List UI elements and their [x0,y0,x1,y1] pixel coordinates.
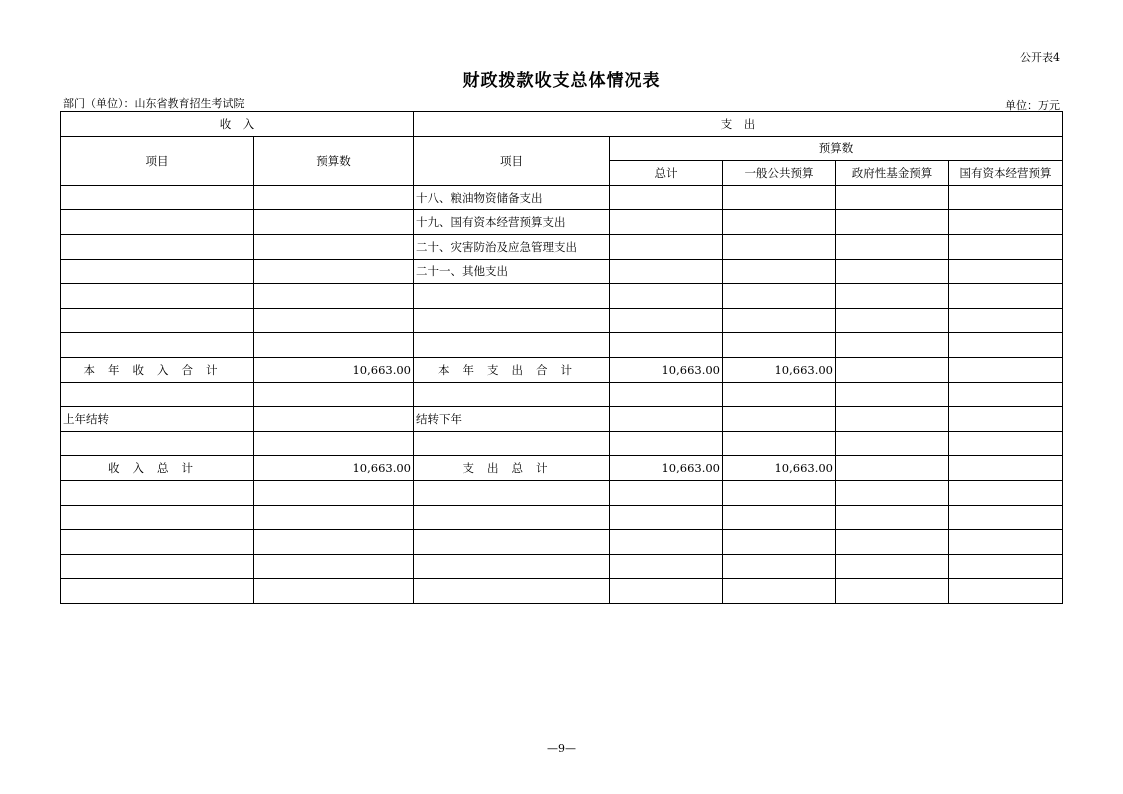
gov-fund-cell [836,284,949,309]
income-item-cell [61,382,254,407]
general-budget-cell [723,284,836,309]
expense-item-cell: 结转下年 [414,407,610,432]
general-budget-cell [723,530,836,555]
state-capital-cell [949,431,1063,456]
total-cell [610,579,723,604]
expense-item-header: 项目 [414,136,610,185]
general-budget-cell: 10,663.00 [723,357,836,382]
expense-item-cell: 支出总计 [414,456,610,481]
income-item-cell [61,185,254,210]
state-capital-cell [949,530,1063,555]
state-capital-cell [949,357,1063,382]
state-capital-cell [949,554,1063,579]
expense-item-cell: 本年支出合计 [414,357,610,382]
table-row [61,333,1063,358]
general-budget-cell: 10,663.00 [723,456,836,481]
income-item-cell [61,579,254,604]
expense-item-cell [414,505,610,530]
total-cell: 10,663.00 [610,357,723,382]
table-row [61,431,1063,456]
state-capital-cell [949,407,1063,432]
income-item-cell [61,554,254,579]
general-budget-cell [723,431,836,456]
expense-item-cell: 十八、粮油物资储备支出 [414,185,610,210]
subheader-gov-fund-budget: 政府性基金预算 [836,161,949,186]
income-budget-cell: 10,663.00 [254,357,414,382]
gov-fund-cell [836,407,949,432]
gov-fund-cell [836,554,949,579]
general-budget-cell [723,382,836,407]
table-row [61,480,1063,505]
state-capital-cell [949,382,1063,407]
table-row [61,554,1063,579]
income-item-cell: 本年收入合计 [61,357,254,382]
table-row [61,210,1063,235]
table-row [61,382,1063,407]
table-row [61,579,1063,604]
income-item-cell [61,333,254,358]
expense-item-cell: 二十、灾害防治及应急管理支出 [414,234,610,259]
gov-fund-cell [836,234,949,259]
total-cell [610,284,723,309]
table-row [61,185,1063,210]
gov-fund-cell [836,505,949,530]
state-capital-cell [949,210,1063,235]
expense-header: 支 出 [414,112,1063,137]
income-budget-cell [254,259,414,284]
expense-item-cell [414,308,610,333]
income-budget-cell: 10,663.00 [254,456,414,481]
income-budget-cell [254,505,414,530]
table-row [61,357,1063,382]
total-cell [610,431,723,456]
gov-fund-cell [836,530,949,555]
gov-fund-cell [836,382,949,407]
general-budget-cell [723,554,836,579]
income-item-cell: 收入总计 [61,456,254,481]
income-budget-cell [254,480,414,505]
table-number-label: 公开表4 [1020,51,1060,64]
income-budget-cell [254,284,414,309]
gov-fund-cell [836,210,949,235]
department-label: 部门（单位）：山东省教育招生考试院 [63,97,245,110]
state-capital-cell [949,284,1063,309]
income-budget-cell [254,530,414,555]
expense-item-cell [414,333,610,358]
expense-item-cell [414,480,610,505]
income-budget-cell [254,382,414,407]
general-budget-cell [723,308,836,333]
state-capital-cell [949,579,1063,604]
income-budget-cell [254,185,414,210]
table-row [61,234,1063,259]
income-item-cell [61,480,254,505]
income-item-header: 项目 [61,136,254,185]
state-capital-cell [949,308,1063,333]
total-cell [610,234,723,259]
gov-fund-cell [836,431,949,456]
fiscal-budget-table [60,111,1063,604]
state-capital-cell [949,234,1063,259]
gov-fund-cell [836,259,949,284]
gov-fund-cell [836,456,949,481]
general-budget-cell [723,185,836,210]
state-capital-cell [949,333,1063,358]
state-capital-cell [949,480,1063,505]
state-capital-cell [949,259,1063,284]
gov-fund-cell [836,333,949,358]
page-number: —9— [547,742,576,755]
general-budget-cell [723,579,836,604]
income-item-cell [61,308,254,333]
income-budget-cell [254,234,414,259]
income-item-cell [61,530,254,555]
general-budget-cell [723,234,836,259]
total-cell [610,530,723,555]
income-item-cell [61,210,254,235]
expense-item-cell: 十九、国有资本经营预算支出 [414,210,610,235]
general-budget-cell [723,259,836,284]
income-budget-cell [254,554,414,579]
total-cell [610,505,723,530]
table-row [61,308,1063,333]
gov-fund-cell [836,185,949,210]
total-cell [610,259,723,284]
table-row [61,284,1063,309]
total-cell [610,210,723,235]
table-row [61,505,1063,530]
expense-item-cell [414,554,610,579]
table-row [61,456,1063,481]
income-budget-header: 预算数 [254,136,414,185]
income-budget-cell [254,210,414,235]
income-item-cell [61,505,254,530]
table-row [61,259,1063,284]
total-cell [610,554,723,579]
page-title: 财政拨款收支总体情况表 [462,71,661,91]
total-cell [610,480,723,505]
subheader-general-budget: 一般公共预算 [723,161,836,186]
total-cell [610,308,723,333]
state-capital-cell [949,185,1063,210]
income-budget-cell [254,333,414,358]
total-cell [610,382,723,407]
income-budget-cell [254,431,414,456]
income-budget-cell [254,308,414,333]
total-cell: 10,663.00 [610,456,723,481]
state-capital-cell [949,505,1063,530]
income-item-cell [61,284,254,309]
general-budget-cell [723,407,836,432]
income-budget-cell [254,579,414,604]
expense-budget-header: 预算数 [610,136,1063,161]
income-item-cell: 上年结转 [61,407,254,432]
expense-item-cell [414,382,610,407]
expense-item-cell: 二十一、其他支出 [414,259,610,284]
total-cell [610,333,723,358]
gov-fund-cell [836,579,949,604]
income-item-cell [61,234,254,259]
general-budget-cell [723,505,836,530]
table-row [61,407,1063,432]
income-header: 收 入 [61,112,414,137]
total-cell [610,407,723,432]
total-cell [610,185,723,210]
general-budget-cell [723,210,836,235]
income-budget-cell [254,407,414,432]
gov-fund-cell [836,357,949,382]
expense-item-cell [414,431,610,456]
income-item-cell [61,259,254,284]
gov-fund-cell [836,480,949,505]
income-item-cell [61,431,254,456]
general-budget-cell [723,480,836,505]
expense-item-cell [414,579,610,604]
table-row [61,530,1063,555]
state-capital-cell [949,456,1063,481]
subheader-state-capital-budget: 国有资本经营预算 [949,161,1063,186]
general-budget-cell [723,333,836,358]
subheader-total: 总计 [610,161,723,186]
gov-fund-cell [836,308,949,333]
unit-label: 单位：万元 [1005,99,1060,112]
expense-item-cell [414,530,610,555]
expense-item-cell [414,284,610,309]
